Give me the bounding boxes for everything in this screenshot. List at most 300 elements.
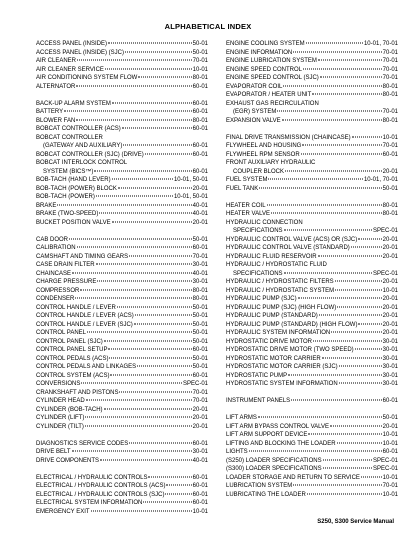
- dot-leader: [100, 459, 192, 460]
- index-entry: [226, 100, 398, 109]
- index-entry-page: 70-01: [192, 58, 208, 64]
- index-entry-page: 20-01: [382, 321, 398, 328]
- index-entry-title: LIFT ARM BYPASS CONTROL VALVE: [226, 423, 330, 430]
- dot-leader: [283, 85, 381, 86]
- index-entry: [36, 83, 208, 92]
- index-entry: [226, 91, 398, 100]
- dot-leader: [75, 298, 191, 299]
- dot-leader: [138, 77, 191, 78]
- dot-leader: [320, 77, 382, 78]
- index-entry-title: ELECTRICAL / HYDRAULIC CONTROLS: [36, 474, 148, 481]
- dot-leader: [293, 51, 381, 52]
- index-entry: [226, 457, 398, 466]
- index-entry-title: CONTROL PANEL (SJC): [36, 338, 103, 345]
- index-entry-title: INSTRUMENT PANELS: [226, 398, 291, 404]
- index-entry: [226, 261, 398, 270]
- index-entry: [226, 287, 398, 296]
- index-entry: [226, 338, 398, 347]
- index-entry-title: SPECIFICATIONS: [233, 228, 283, 234]
- index-entry-title: CONTROL HANDLE / LEVER: [36, 304, 116, 311]
- dot-leader: [76, 85, 191, 86]
- index-entry-title: HYDROSTATIC MOTOR CARRIER (SJC): [226, 364, 338, 370]
- dot-leader: [293, 485, 381, 486]
- index-entry-title: CONTROL PEDALS AND LINKAGES: [36, 364, 137, 370]
- dot-leader: [308, 434, 381, 435]
- index-entry: [36, 168, 208, 177]
- index-entry-title: HYDRAULIC / HYDROSTATIC FLUID: [226, 262, 327, 268]
- index-entry-title: FLYWHEEL AND HOUSING: [226, 143, 302, 149]
- index-entry-title: AIR CONDITIONING SYSTEM FLOW: [36, 75, 138, 81]
- index-entry-title: AIR CLEANER: [36, 58, 77, 64]
- index-entry-title: EVAPORATOR / HEATER UNIT: [226, 92, 312, 98]
- index-entry: [226, 372, 398, 381]
- index-entry: [226, 219, 398, 228]
- index-entry-page: 60-01: [192, 372, 208, 379]
- index-entry: [36, 134, 208, 143]
- index-entry-title: BOBCAT CONTROLLER (SJC) (DRIVE): [36, 151, 144, 158]
- index-entry-page: 60-01: [382, 151, 398, 158]
- index-entry-page: 50-01: [192, 321, 208, 328]
- index-entry-title: BLOWER FAN: [36, 117, 76, 124]
- index-entry: [36, 406, 208, 415]
- index-entry-page: 60-01: [382, 398, 398, 404]
- index-entry: [226, 74, 398, 83]
- index-entry-page: 20-01: [382, 168, 398, 175]
- dot-leader: [137, 366, 192, 367]
- index-entry-title: ENGINE SPEED CONTROL: [226, 66, 303, 73]
- dot-leader: [110, 374, 191, 375]
- index-entry-title: CYLINDER (LIFT): [36, 415, 85, 421]
- index-entry-page: 60-01: [382, 449, 398, 455]
- index-entry-title: EMERGENCY EXIT: [36, 508, 90, 515]
- dot-leader: [125, 51, 192, 52]
- index-entry: [36, 202, 208, 211]
- index-column-left: [36, 40, 208, 516]
- dot-leader: [81, 383, 182, 384]
- dot-leader: [129, 255, 192, 256]
- index-entry-title: BRAKE (TWO-SPEED): [36, 211, 99, 217]
- index-entry-title: HEATER VALVE: [226, 211, 271, 217]
- index-entry: [226, 397, 398, 406]
- index-entry-title: BOBCAT CONTROLLER: [36, 134, 103, 141]
- index-entry: [226, 491, 398, 500]
- index-entry: [226, 355, 398, 364]
- index-entry-page: 70-01: [192, 398, 208, 404]
- index-entry-page: SPEC-01: [372, 466, 398, 472]
- index-entry-page: 20-01: [382, 313, 398, 319]
- index-entry-page: 50-01: [192, 338, 208, 345]
- page-footer: S250, S300 Service Manual: [317, 519, 394, 525]
- index-entry-title: CHAINCASE: [36, 270, 72, 277]
- index-entry: [226, 448, 398, 457]
- index-entry: [36, 210, 208, 219]
- index-entry-page: 20-01: [382, 279, 398, 285]
- index-entry-page: 20-01: [382, 253, 398, 260]
- index-entry-page: 80-01: [382, 117, 398, 124]
- index-entry: [36, 329, 208, 338]
- index-entry-title: HEATER COIL: [226, 202, 266, 209]
- index-entry-page: 50-01: [192, 41, 208, 47]
- dot-leader: [91, 510, 192, 511]
- index-entry: [226, 414, 398, 423]
- index-entry-page: 60-01: [192, 83, 208, 90]
- index-entry: [226, 49, 398, 58]
- index-entry: [36, 74, 208, 83]
- index-entry: [36, 304, 208, 313]
- index-entry-title: CONTROL HANDLE / LEVER (SJC): [36, 321, 133, 328]
- page-title: ALPHABETICAL INDEX: [164, 22, 252, 31]
- index-entry: [226, 380, 398, 389]
- dot-leader: [104, 340, 192, 341]
- index-entry-page: 10-01: [192, 508, 208, 515]
- dot-leader: [109, 357, 191, 358]
- index-entry-page: 50-01: [192, 304, 208, 311]
- dot-leader: [85, 425, 192, 426]
- index-entry-title: ACCESS PANEL (INSIDE): [36, 41, 108, 47]
- index-entry: [36, 440, 208, 449]
- index-entry: [36, 176, 208, 185]
- dot-leader: [57, 204, 191, 205]
- index-entry-title: ENGINE COOLING SYSTEM: [226, 41, 305, 47]
- index-entry-page: 60-01: [192, 347, 208, 353]
- index-entry-page: SPEC-01: [372, 270, 398, 277]
- dot-leader: [303, 68, 382, 69]
- index-entry: [226, 474, 398, 483]
- index-entry: [36, 321, 208, 330]
- index-entry: [36, 355, 208, 364]
- dot-leader: [271, 213, 382, 214]
- index-entry: [226, 210, 398, 219]
- index-entry-title: LIGHTS: [226, 449, 248, 455]
- index-entry-page: 50-01: [192, 313, 208, 319]
- dot-leader: [259, 187, 381, 188]
- index-entry: [36, 414, 208, 423]
- index-entry: [226, 244, 398, 253]
- index-entry: [226, 482, 398, 491]
- index-entry: [226, 83, 398, 92]
- index-entry-title: BOB-TACH (POWER) BLOCK: [36, 185, 117, 192]
- dot-leader: [323, 459, 372, 460]
- dot-leader: [123, 145, 191, 146]
- dot-leader: [358, 323, 381, 324]
- index-entry: [226, 108, 398, 117]
- index-entry: [36, 457, 208, 466]
- index-entry: [226, 66, 398, 75]
- dot-leader: [288, 374, 382, 375]
- index-entry-page: 30-01: [382, 347, 398, 353]
- index-entry-page: SPEC-01: [182, 381, 208, 387]
- index-entry-page: 10-01, 50-01: [173, 177, 208, 183]
- dot-leader: [258, 417, 382, 418]
- dot-leader: [122, 128, 192, 129]
- dot-leader: [96, 264, 192, 265]
- index-entry-title: CONDENSER: [36, 296, 75, 302]
- index-entry: [36, 372, 208, 381]
- index-entry-title: EVAPORATOR COIL: [226, 83, 283, 90]
- index-entry-title: ENGINE INFORMATION: [226, 49, 293, 56]
- index-entry-title: EXHAUST GAS RECIRCULATION: [226, 100, 319, 107]
- index-entry-title: ALTERNATOR: [36, 83, 76, 90]
- dot-leader: [319, 315, 382, 316]
- index-entry: [36, 346, 208, 355]
- index-entry-title: CONTROL PEDALS (ACS): [36, 355, 109, 362]
- dot-leader: [323, 468, 372, 469]
- dot-leader: [302, 145, 381, 146]
- index-entry-page: 60-01: [192, 245, 208, 251]
- dot-leader: [301, 153, 382, 154]
- index-entry-title: FUEL SYSTEM: [226, 177, 268, 183]
- dot-leader: [330, 425, 382, 426]
- index-entry-title: HYDRAULIC PUMP (SJC) (HIGH FLOW): [226, 304, 337, 311]
- dot-leader: [64, 111, 192, 112]
- index-entry-page: 20-01: [382, 423, 398, 430]
- index-entry: [36, 40, 208, 49]
- index-entry-page: 80-01: [192, 296, 208, 302]
- index-entry-title: BOB-TACH (POWER): [36, 194, 95, 200]
- index-entry-page: 80-01: [382, 211, 398, 217]
- index-entry-page: 30-01: [192, 262, 208, 268]
- index-entry: [226, 227, 398, 236]
- dot-leader: [339, 383, 382, 384]
- index-entry: [36, 448, 208, 457]
- index-entry-page: 80-01: [382, 202, 398, 209]
- index-entry-title: HYDRAULIC PUMP (STANDARD) (HIGH FLOW): [226, 321, 358, 328]
- index-entry-title: CHARGE PRESSURE: [36, 279, 97, 285]
- dot-leader: [331, 332, 381, 333]
- index-entry: [36, 423, 208, 432]
- index-entry: [226, 176, 398, 185]
- dot-leader: [145, 153, 192, 154]
- index-entry: [36, 312, 208, 321]
- index-entry-page: 60-01: [192, 168, 208, 175]
- index-entry: [226, 202, 398, 211]
- index-entry-page: 50-01: [192, 355, 208, 362]
- dot-leader: [166, 485, 191, 486]
- dot-leader: [143, 502, 191, 503]
- index-entry-title: (S250) LOADER SPECIFICATIONS: [226, 457, 322, 464]
- index-entry-page: 80-01: [192, 75, 208, 81]
- index-entry-page: 30-01: [382, 364, 398, 370]
- index-entry-page: 70-01: [382, 49, 398, 56]
- index-entry: [36, 142, 208, 151]
- index-entry-title: ACCESS PANEL (INSIDE) (SJC): [36, 49, 125, 56]
- index-entry: [226, 159, 398, 168]
- dot-leader: [112, 179, 173, 180]
- dot-leader: [87, 332, 192, 333]
- index-entry-title: BOB-TACH (HAND LEVER): [36, 177, 111, 183]
- index-entry: [36, 397, 208, 406]
- index-entry-page: 60-01: [192, 483, 208, 489]
- dot-leader: [118, 187, 192, 188]
- index-entry-title: CYLINDER (BOB-TACH): [36, 406, 103, 413]
- index-entry-title: FINAL DRIVE TRANSMISSION (CHAINCASE): [226, 134, 351, 141]
- dot-leader: [99, 213, 191, 214]
- index-entry-page: 70-01: [192, 253, 208, 260]
- index-entry-page: 40-01: [192, 457, 208, 464]
- index-entry-page: 30-01: [382, 355, 398, 362]
- index-entry-page: 50-01: [192, 330, 208, 336]
- index-entry: [36, 151, 208, 160]
- index-entry: [36, 219, 208, 228]
- index-entry-page: 80-01: [382, 92, 398, 98]
- dot-leader: [284, 230, 372, 231]
- dot-leader: [312, 94, 381, 95]
- dot-leader: [134, 323, 192, 324]
- dot-leader: [77, 247, 192, 248]
- index-entry: [226, 423, 398, 432]
- index-entry-page: 20-01: [382, 330, 398, 336]
- index-entry-page: 10-01: [382, 440, 398, 447]
- dot-leader: [339, 366, 382, 367]
- index-entry-title: (S300) LOADER SPECIFICATIONS: [226, 466, 322, 472]
- index-entry: [226, 236, 398, 245]
- index-entry: [226, 278, 398, 287]
- index-entry-title: FRONT AUXILIARY HYDRAULIC: [226, 160, 316, 166]
- index-entry-page: 40-01: [192, 270, 208, 277]
- index-entry-title: (EGR) SYSTEM: [233, 109, 277, 115]
- index-entry-page: 50-01: [382, 415, 398, 421]
- index-entry: [36, 125, 208, 134]
- dot-leader: [96, 196, 173, 197]
- index-entry: [36, 49, 208, 58]
- index-column-right: [226, 40, 398, 499]
- index-entry-page: 20-01: [192, 219, 208, 226]
- dot-leader: [69, 238, 192, 239]
- index-entry-title: LUBRICATION SYSTEM: [226, 483, 293, 489]
- index-entry-title: LIFT ARM SUPPORT DEVICE: [226, 432, 308, 438]
- index-entry: [36, 261, 208, 270]
- index-entry-title: HYDRAULIC / HYDROSTATIC SYSTEM: [226, 287, 335, 294]
- index-entry-title: BOBCAT INTERLOCK CONTROL: [36, 160, 128, 166]
- dot-leader: [335, 289, 382, 290]
- index-entry-title: LIFT ARMS: [226, 415, 257, 421]
- index-entry: [226, 321, 398, 330]
- index-entry-title: COUPLER BLOCK: [233, 168, 285, 175]
- dot-leader: [291, 400, 382, 401]
- dot-leader: [277, 111, 381, 112]
- dot-leader: [322, 357, 382, 358]
- index-entry-page: 20-01: [192, 185, 208, 192]
- index-entry-page: 80-01: [382, 83, 398, 90]
- index-entry-title: BRAKE: [36, 202, 57, 209]
- index-entry: [226, 329, 398, 338]
- index-entry: [226, 134, 398, 143]
- dot-leader: [117, 306, 192, 307]
- index-entry-page: 10-01, 70-01: [363, 177, 398, 183]
- index-entry: [36, 278, 208, 287]
- index-entry: [36, 185, 208, 194]
- dot-leader: [129, 442, 191, 443]
- dot-leader: [135, 315, 192, 316]
- dot-leader: [72, 272, 192, 273]
- index-entry-page: 20-01: [382, 304, 398, 311]
- index-entry: [226, 40, 398, 49]
- index-entry: [226, 312, 398, 321]
- index-entry-page: 10-01: [382, 474, 398, 481]
- index-entry: [36, 474, 208, 483]
- index-entry: [226, 270, 398, 279]
- dot-leader: [306, 43, 363, 44]
- index-entry: [36, 380, 208, 389]
- index-entry: [36, 244, 208, 253]
- index-entry-page: 50-01: [192, 364, 208, 370]
- dot-leader: [318, 255, 382, 256]
- index-entry-page: 50-01: [382, 185, 398, 192]
- index-entry: [226, 168, 398, 177]
- index-entry-page: 70-01: [382, 75, 398, 81]
- index-entry-page: 60-01: [192, 500, 208, 506]
- index-entry: [36, 499, 208, 508]
- index-entry-page: 20-01: [192, 423, 208, 430]
- index-entry-title: CONTROL PANEL: [36, 330, 87, 336]
- dot-leader: [77, 60, 192, 61]
- dot-leader: [337, 306, 381, 307]
- index-entry-title: (GATEWAY AND AUXILIARY): [43, 143, 123, 149]
- index-entry-page: 70-01: [382, 483, 398, 489]
- index-entry: [36, 100, 208, 109]
- index-entry: [226, 295, 398, 304]
- dot-leader: [119, 391, 191, 392]
- index-entry-title: CONVERSIONS: [36, 381, 81, 387]
- index-entry: [226, 465, 398, 474]
- dot-leader: [108, 349, 191, 350]
- index-entry: [226, 57, 398, 66]
- index-entry-page: 60-01: [192, 100, 208, 107]
- index-entry-title: HYDROSTATIC DRIVE MOTOR (TWO SPEED): [226, 347, 354, 353]
- index-entry-title: BACK-UP ALARM SYSTEM: [36, 100, 111, 107]
- index-entry-page: 60-01: [192, 440, 208, 447]
- index-entry-title: BATTERY: [36, 109, 64, 115]
- dot-leader: [335, 281, 382, 282]
- index-entry-title: HYDRAULIC FLUID RESERVOIR: [226, 253, 317, 260]
- index-entry-page: 50-01: [192, 236, 208, 243]
- index-entry-page: 60-01: [192, 151, 208, 158]
- index-entry-page: 10-01: [382, 491, 398, 498]
- index-entry-page: 20-01: [382, 245, 398, 251]
- index-entry-title: HYDRAULIC CONTROL VALVE (ACS) OR (SJC): [226, 236, 358, 243]
- index-entry-page: 60-01: [192, 109, 208, 115]
- index-entry: [226, 142, 398, 151]
- index-entry-page: 10-01, 50-01: [173, 194, 208, 200]
- index-entry-page: 20-01: [192, 415, 208, 421]
- index-entry-page: SPEC-01: [372, 457, 398, 464]
- dot-leader: [104, 408, 192, 409]
- dot-leader: [80, 289, 191, 290]
- index-entry-title: CONTROL HANDLE / LEVER (ACS): [36, 313, 134, 319]
- index-entry-title: ELECTRICAL / HYDRAULIC CONTROLS (SJC): [36, 491, 165, 498]
- index-entry: [36, 66, 208, 75]
- dot-leader: [148, 476, 191, 477]
- dot-leader: [355, 349, 382, 350]
- index-entry-title: SYSTEM (BICS™): [43, 168, 94, 175]
- index-entry-page: SPEC-01: [372, 228, 398, 234]
- index-entry-title: ENGINE SPEED CONTROL (SJC): [226, 75, 319, 81]
- index-entry-page: 60-01: [192, 143, 208, 149]
- index-entry-page: 70-01: [192, 389, 208, 396]
- index-entry-title: CONTROL SYSTEM (ACS): [36, 372, 110, 379]
- index-entry-page: 70-01: [382, 66, 398, 73]
- index-entry-page: 10-01, 70-01: [363, 41, 398, 47]
- dot-leader: [105, 68, 192, 69]
- dot-leader: [284, 272, 372, 273]
- dot-leader: [97, 281, 191, 282]
- index-entry: [36, 363, 208, 372]
- index-entry-page: 60-01: [192, 474, 208, 481]
- index-entry-page: 70-01: [382, 58, 398, 64]
- dot-leader: [358, 238, 381, 239]
- index-entry-title: ENGINE LUBRICATION SYSTEM: [226, 58, 317, 64]
- index-entry-title: CAB DOOR: [36, 236, 69, 243]
